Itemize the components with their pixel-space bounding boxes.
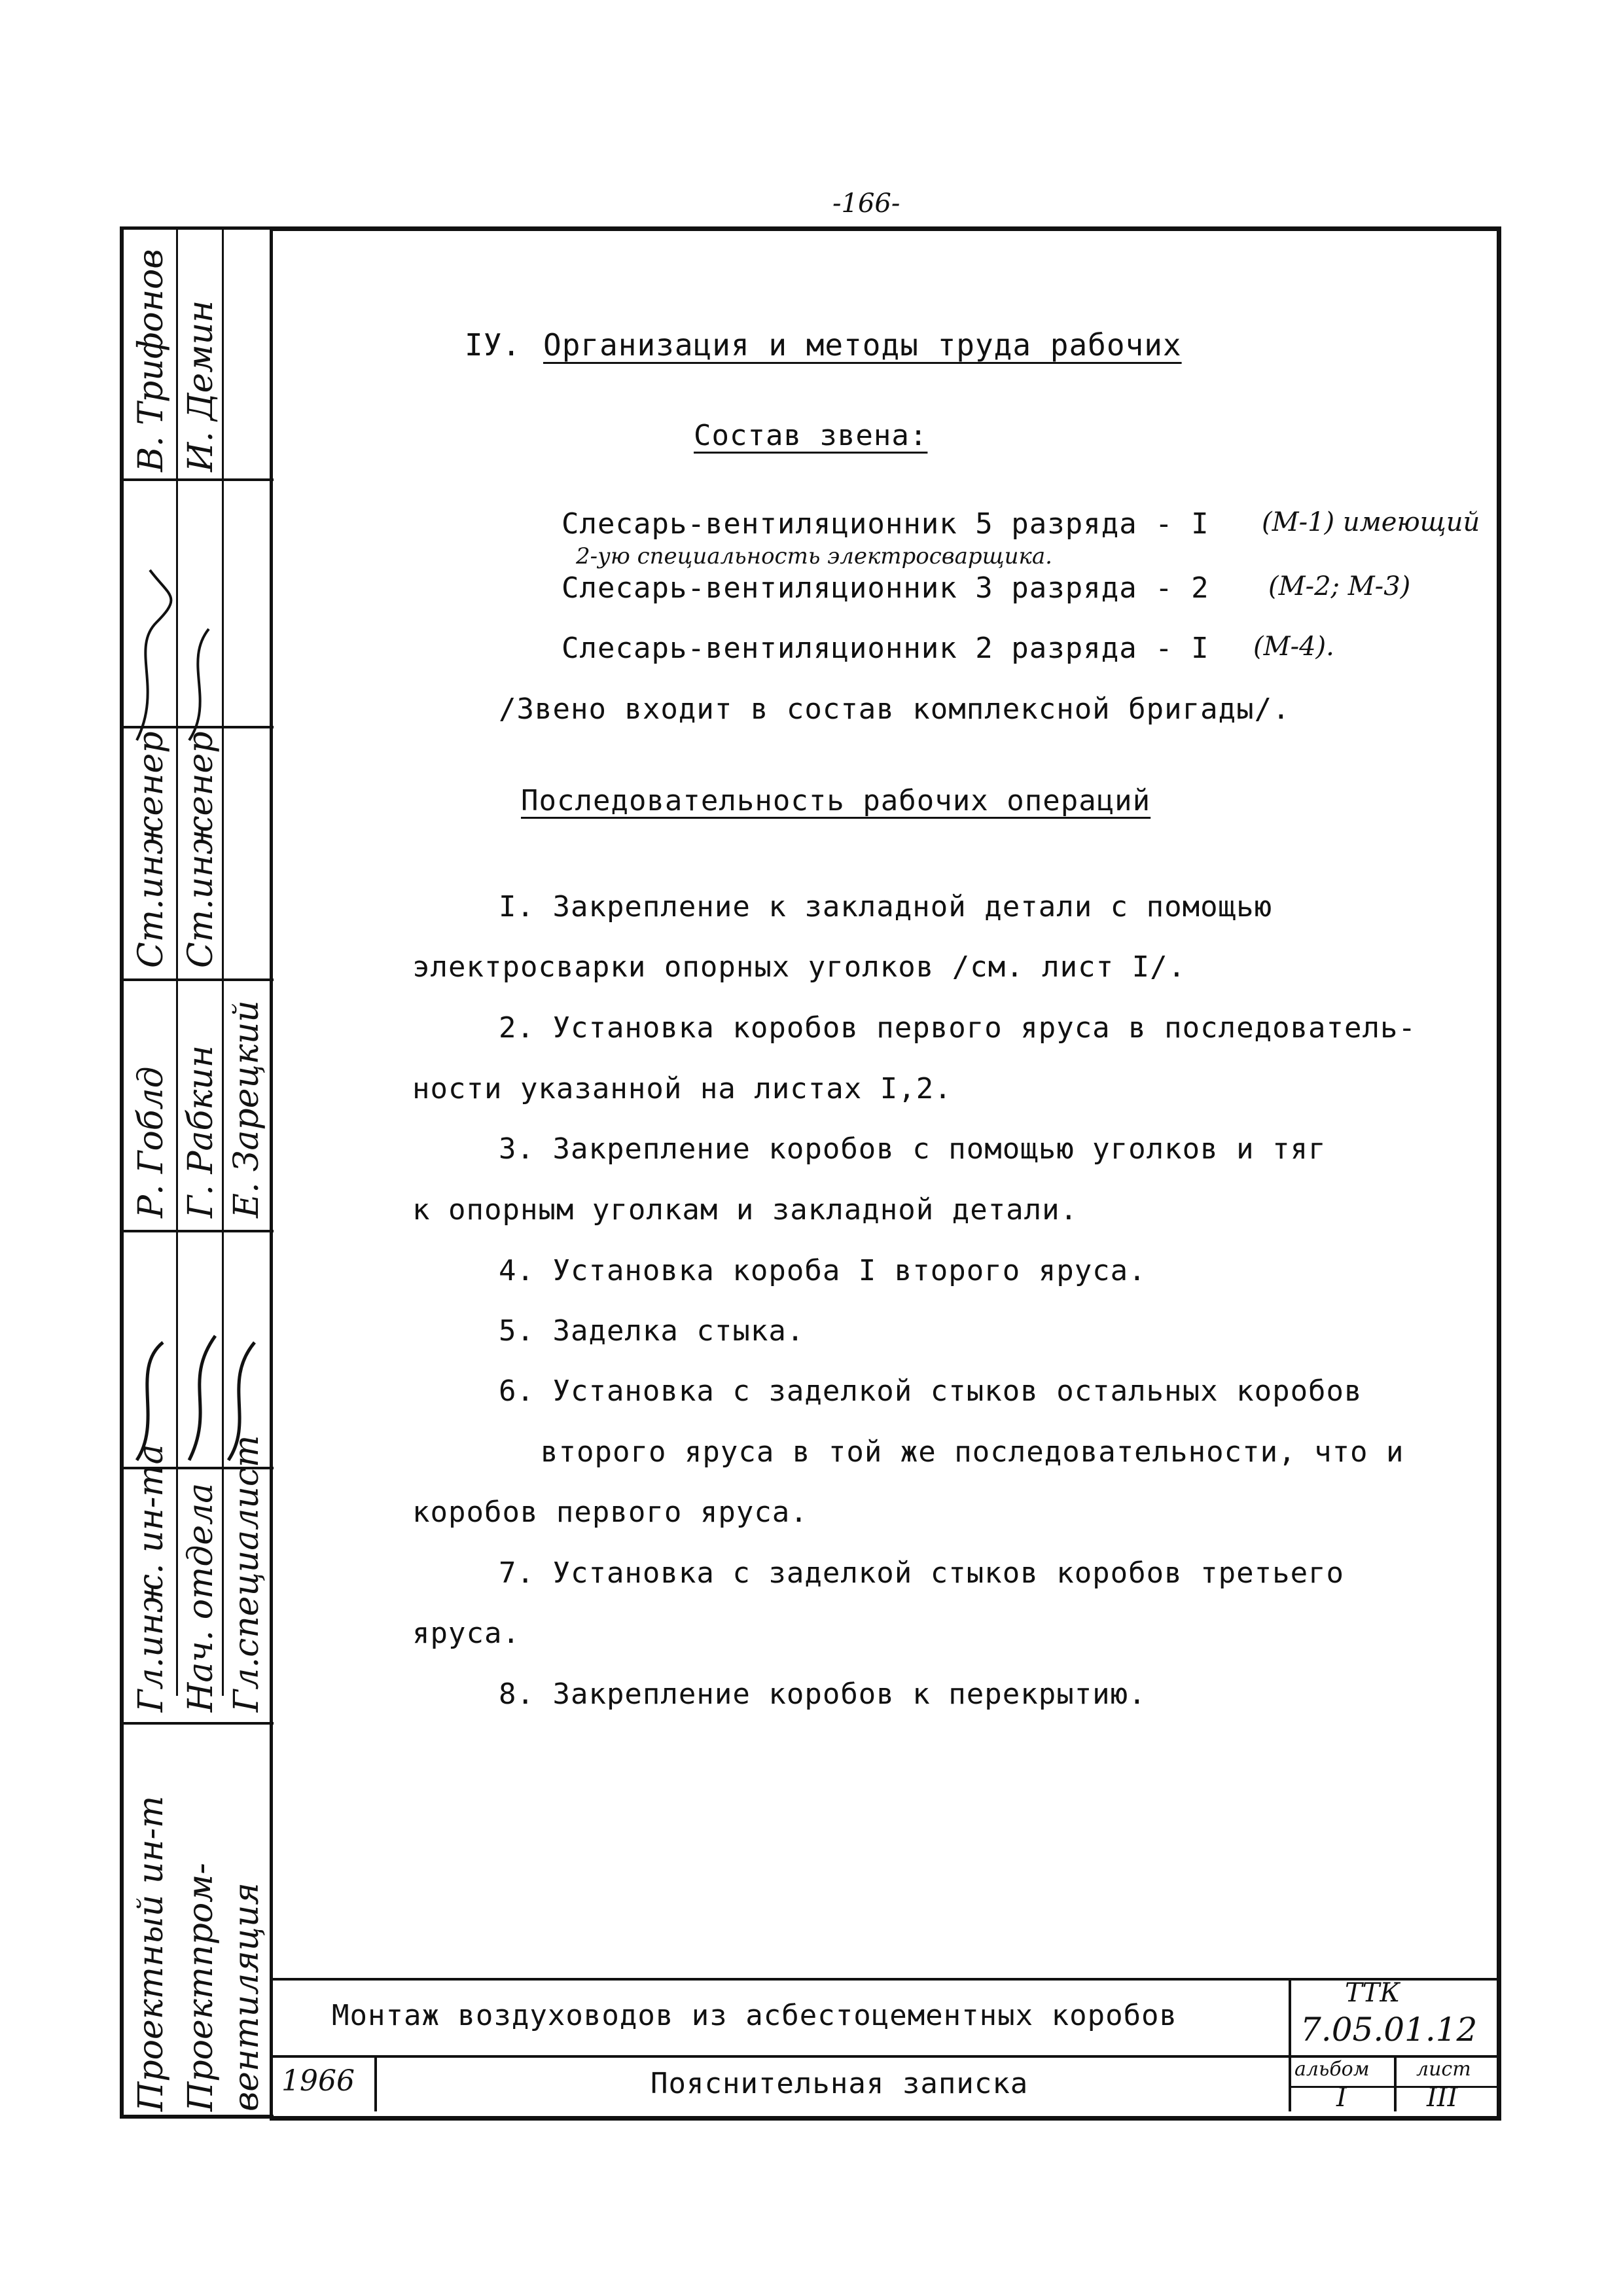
section-numeral: IУ. <box>465 327 522 363</box>
op-line-7: 4. Установка короба I второго яруса. <box>499 1254 1147 1287</box>
role-chief-engineer: Гл.инж. ин-та <box>132 1444 171 1712</box>
crew-line-2: Слесарь-вентиляционник 3 разряда - 2 <box>562 571 1209 605</box>
section-title: Организация и методы труда рабочих <box>543 327 1182 363</box>
role-chief-specialist: Гл.специалист <box>227 1435 266 1712</box>
name-demin: И. Демин <box>181 300 221 472</box>
code-label: ТТК <box>1345 1978 1400 2008</box>
op-line-14: 8. Закрепление коробов к перекрытию. <box>499 1677 1147 1711</box>
op-line-5: 3. Закрепление коробов с помощью уголков и тяг <box>499 1132 1327 1166</box>
crew-line-1: Слесарь-вентиляционник 5 разряда - I <box>562 507 1209 541</box>
role-senior-engineer-2: Ст.инженер <box>181 731 221 968</box>
crew-note-line-2: 2-ую специальность электросварщика. <box>576 543 1052 569</box>
sequence-title: Последовательность рабочих операций <box>521 784 1151 817</box>
year: 1966 <box>281 2064 355 2098</box>
album-value: I <box>1336 2083 1347 2113</box>
crew-line-3: Слесарь-вентиляционник 2 разряда - I <box>562 632 1209 665</box>
name-rabkin: Г. Рабкин <box>181 1045 221 1218</box>
org-line-3: вентиляция <box>227 1882 266 2111</box>
crew-note-1: (М-1) имеющий <box>1262 507 1480 537</box>
op-line-4: ности указанной на листах I,2. <box>412 1072 952 1105</box>
op-line-10: второго яруса в той же последовательности, что и <box>541 1435 1404 1469</box>
doc-title: Пояснительная записка <box>651 2067 1029 2100</box>
crew-note-3: (М-4). <box>1253 632 1334 662</box>
role-dept-head: Нач. отдела <box>181 1482 221 1712</box>
org-line-2: Проектпром- <box>181 1863 221 2111</box>
op-line-12: 7. Установка с заделкой стыков коробов третьего <box>499 1556 1345 1590</box>
name-zaretsky: Е. Зарецкий <box>227 1000 266 1218</box>
op-line-2: электросварки опорных уголков /см. лист I/. <box>412 950 1186 984</box>
op-line-11: коробов первого яруса. <box>412 1496 808 1529</box>
crew-footer: /Звено входит в состав комплексной бригады/. <box>499 692 1291 726</box>
page-number: -166- <box>832 188 901 219</box>
op-line-9: 6. Установка с заделкой стыков остальных коробов <box>499 1374 1363 1408</box>
op-line-8: 5. Заделка стыка. <box>499 1314 805 1348</box>
role-senior-engineer-1: Ст.инженер <box>132 731 171 968</box>
op-line-6: к опорным уголкам и закладной детали. <box>412 1193 1079 1227</box>
op-line-1: I. Закрепление к закладной детали с помощью <box>499 890 1273 924</box>
work-title: Монтаж воздуховодов из асбестоцементных коробов <box>332 1999 1178 2032</box>
signature-strokes <box>124 230 274 2115</box>
op-line-13: яруса. <box>412 1617 520 1650</box>
name-trifonov: В. Трифонов <box>132 249 171 472</box>
approval-strip <box>120 226 274 2119</box>
sheet-label: лист <box>1416 2058 1471 2081</box>
crew-note-2: (М-2; М-3) <box>1268 571 1411 601</box>
title-block <box>270 1978 1498 2111</box>
doc-code: 7.05.01.12 <box>1300 2011 1478 2049</box>
crew-title: Состав звена: <box>694 419 928 452</box>
op-line-3: 2. Установка коробов первого яруса в последователь- <box>499 1011 1417 1045</box>
album-label: альбом <box>1294 2058 1370 2081</box>
sheet-value: III <box>1427 2083 1458 2113</box>
org-line-1: Проектный ин-т <box>132 1795 171 2111</box>
name-gobld: Р. Гоблд <box>132 1066 171 1218</box>
